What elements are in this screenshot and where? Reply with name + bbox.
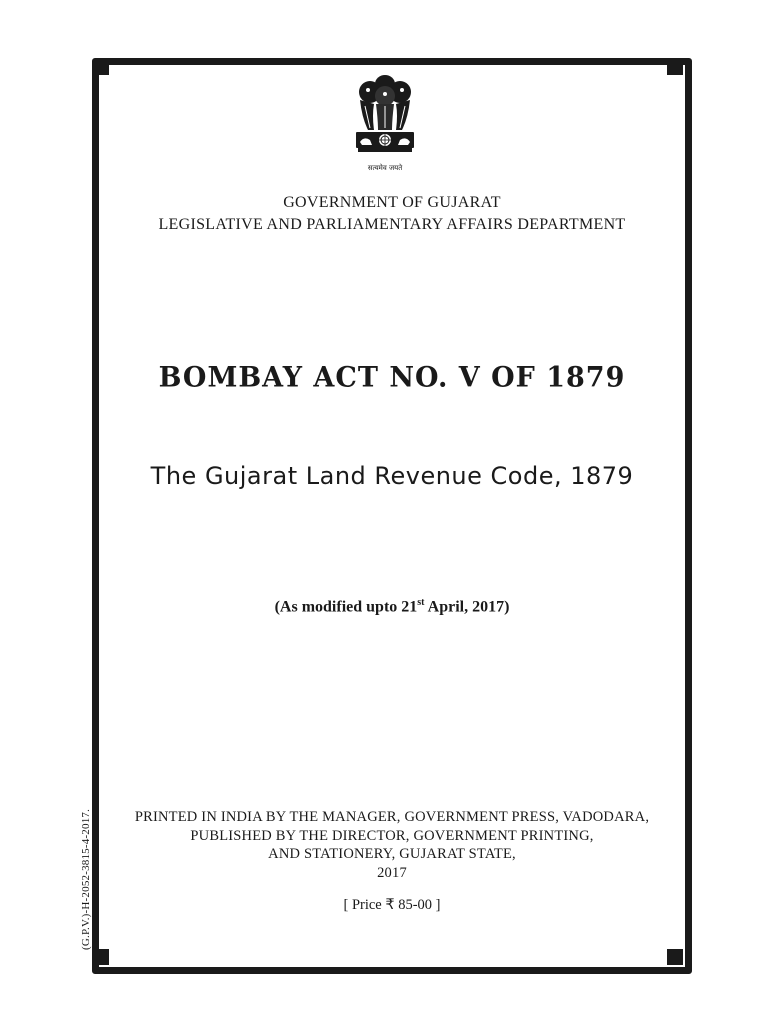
print-order-code: (G.P.V.)-H-2052-3815-4-2017. — [80, 808, 92, 950]
border-corner — [667, 949, 683, 965]
printer-line: PRINTED IN INDIA BY THE MANAGER, GOVERNMENT PRESS, VADODARA, — [134, 809, 650, 825]
border-corner — [93, 949, 109, 965]
modified-note — [92, 597, 692, 616]
department-name: LEGISLATIVE AND PARLIAMENTARY AFFAIRS DEPARTMENT — [158, 216, 626, 233]
code-title: The Gujarat Land Revenue Code, 1879 — [150, 462, 634, 490]
act-title: BOMBAY ACT NO. V OF 1879 — [158, 361, 626, 394]
publication-year: 2017 — [377, 864, 407, 881]
modified-prefix: (As modified upto 21 — [274, 598, 418, 616]
printer-block — [92, 808, 692, 882]
publisher-line: PUBLISHED BY THE DIRECTOR, GOVERNMENT PRINTING, — [190, 827, 594, 844]
modified-superscript: st — [417, 597, 425, 608]
border-corner — [93, 59, 109, 75]
svg-text:सत्यमेव जयते: सत्यमेव जयते — [367, 164, 403, 172]
stationery-line: AND STATIONERY, GUJARAT STATE, — [268, 846, 516, 862]
border-corner — [667, 59, 683, 75]
national-emblem-icon — [350, 70, 420, 176]
government-name: GOVERNMENT OF GUJARAT — [283, 194, 501, 211]
modified-suffix: April, 2017) — [424, 598, 510, 616]
price-label: [ Price ₹ 85-00 ] — [343, 897, 441, 913]
